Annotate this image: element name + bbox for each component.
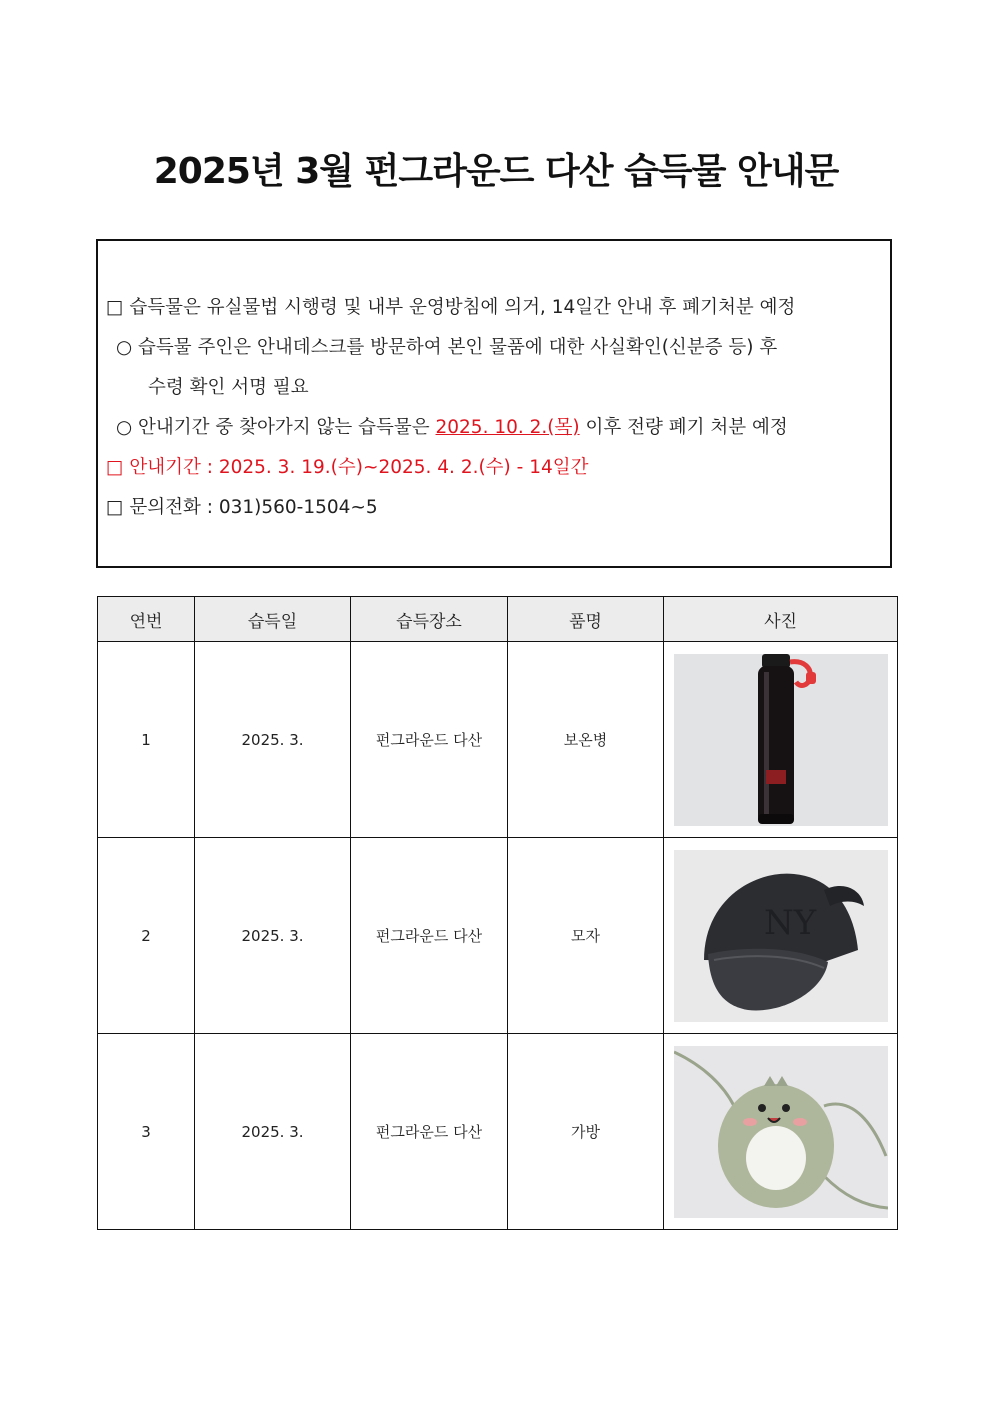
page-title: 2025년 3월 펀그라운드 다산 습득물 안내문 xyxy=(153,151,839,192)
notice-line-owner-visit: ○ 습득물 주인은 안내데스크를 방문하여 본인 물품에 대한 사실확인(신분증 등) 후 xyxy=(116,337,778,358)
notice-line4-suffix: 이후 전량 폐기 처분 예정 xyxy=(579,417,788,438)
notice-box xyxy=(96,239,892,568)
header-number: 연번 xyxy=(98,597,195,642)
cell-item: 모자 xyxy=(508,838,664,1034)
notice-line-phone: □ 문의전화 : 031)560-1504~5 xyxy=(106,497,378,518)
cell-photo xyxy=(664,838,898,1034)
header-item-name: 품명 xyxy=(508,597,664,642)
table-row xyxy=(98,838,898,1034)
cell-date: 2025. 3. xyxy=(195,838,351,1034)
thermos-bottle-photo xyxy=(674,654,888,826)
cell-date: 2025. 3. xyxy=(195,642,351,838)
dinosaur-bag-photo xyxy=(674,1046,888,1218)
notice-line4-prefix: ○ 안내기간 중 찾아가지 않는 습득물은 xyxy=(116,417,436,438)
svg-text:NY: NY xyxy=(763,902,816,943)
disposal-date: 2025. 10. 2.(목) xyxy=(435,417,580,438)
cell-photo xyxy=(664,1034,898,1230)
lost-items-table xyxy=(97,596,898,1230)
notice-line-disposal-date xyxy=(116,413,880,439)
cell-photo xyxy=(664,642,898,838)
cell-place: 펀그라운드 다산 xyxy=(351,838,508,1034)
baseball-cap-photo xyxy=(674,850,888,1022)
cell-number: 3 xyxy=(98,1034,195,1230)
cell-number: 2 xyxy=(98,838,195,1034)
cell-date: 2025. 3. xyxy=(195,1034,351,1230)
header-photo: 사진 xyxy=(664,597,898,642)
cell-place: 펀그라운드 다산 xyxy=(351,1034,508,1230)
cell-number: 1 xyxy=(98,642,195,838)
cell-item: 보온병 xyxy=(508,642,664,838)
header-found-date: 습득일 xyxy=(195,597,351,642)
notice-line-disposal-policy: □ 습득물은 유실물법 시행령 및 내부 운영방침에 의거, 14일간 안내 후 폐기처분 예정 xyxy=(106,297,796,318)
cell-item: 가방 xyxy=(508,1034,664,1230)
table-row xyxy=(98,1034,898,1230)
cell-place: 펀그라운드 다산 xyxy=(351,642,508,838)
notice-line-period: □ 안내기간 : 2025. 3. 19.(수)~2025. 4. 2.(수) - 14일간 xyxy=(106,457,589,478)
header-found-place: 습득장소 xyxy=(351,597,508,642)
table-header-row xyxy=(98,597,898,642)
table-row xyxy=(98,642,898,838)
notice-line-signature: 수령 확인 서명 필요 xyxy=(148,377,309,398)
